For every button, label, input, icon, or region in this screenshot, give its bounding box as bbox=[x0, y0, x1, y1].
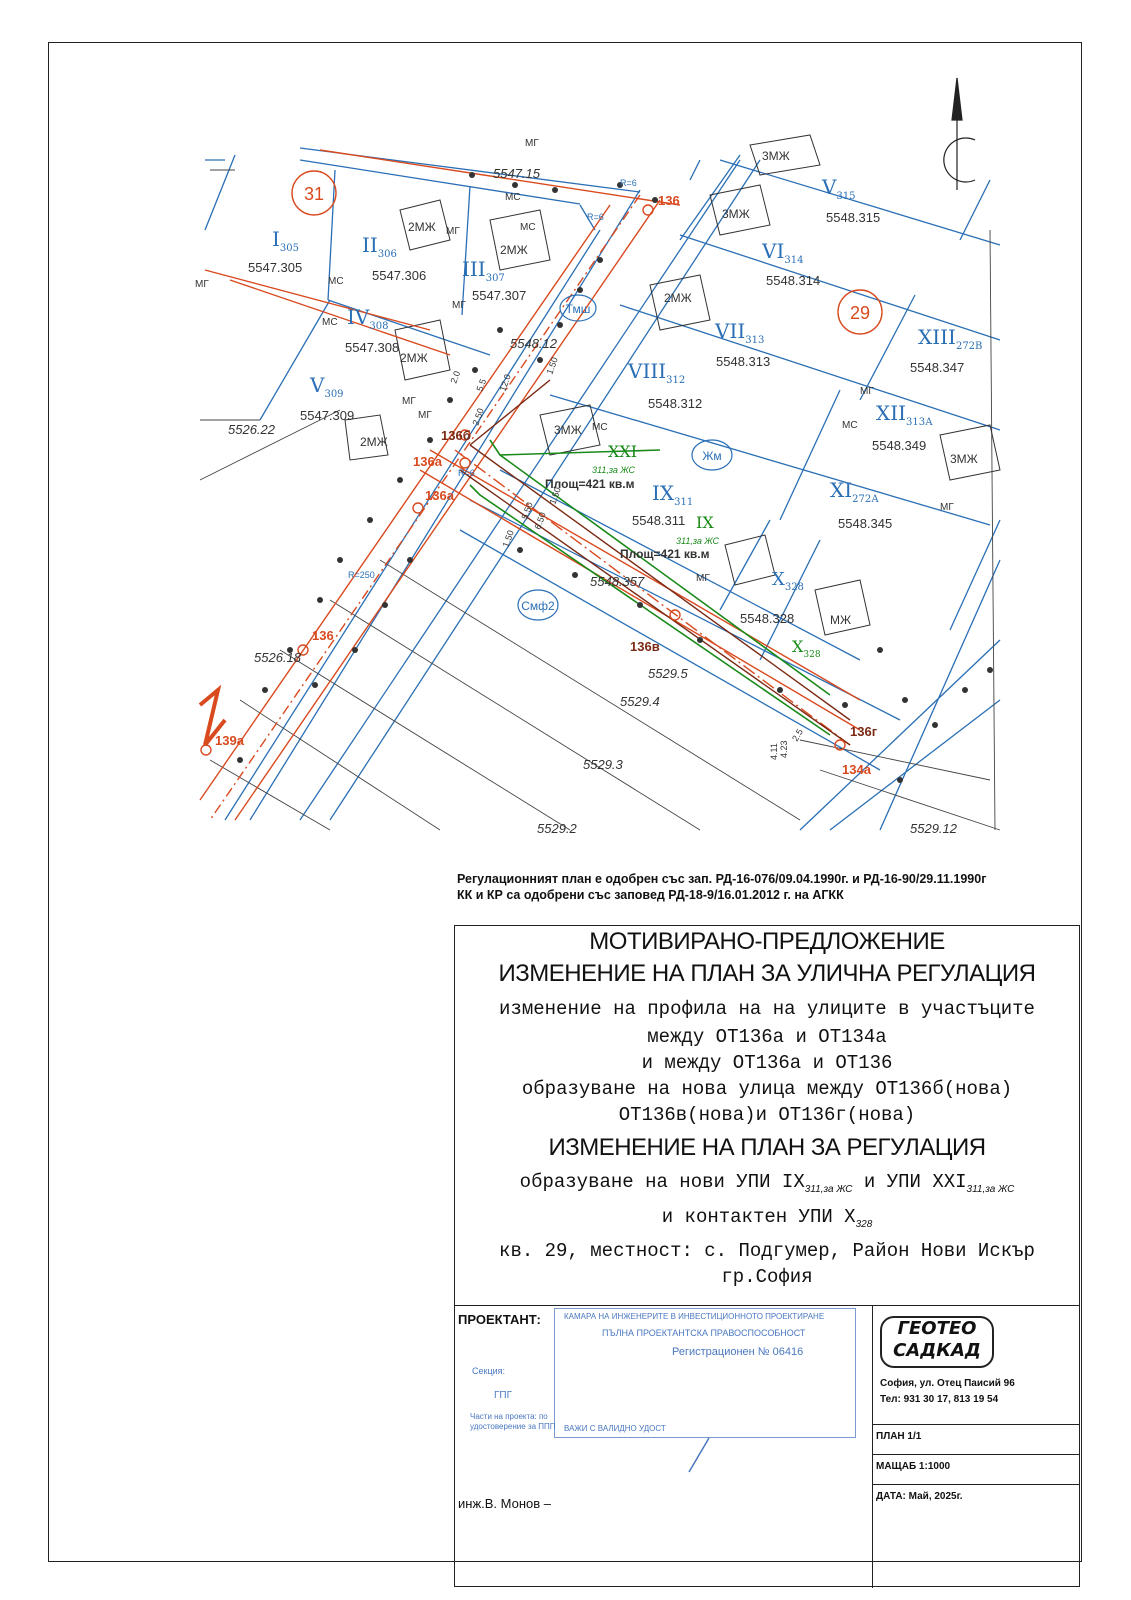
stamp-valid: ВАЖИ С ВАЛИДНО УДОСТ bbox=[564, 1424, 666, 1433]
small-label: МГ bbox=[940, 502, 954, 513]
plot-id: $XI_{272А}$ bbox=[830, 478, 879, 505]
dimension-label: 12.0 bbox=[497, 372, 513, 393]
approval-note: КК и КР са одобрени със заповед РД-18-9/16.01.2012 г. на АГКК bbox=[457, 888, 844, 902]
plot-number: 5547.306 bbox=[372, 268, 427, 283]
zone-label: Жм bbox=[702, 449, 722, 463]
plot-id: $V_{309}$ bbox=[310, 373, 344, 400]
dimension-label: 5.50 bbox=[519, 500, 535, 521]
small-label: МГ bbox=[860, 386, 874, 397]
location-line: кв. 29, местност: с. Подгумер, Район Нови Искър bbox=[499, 1240, 1035, 1262]
company-phone: Тел: 931 30 17, 813 19 54 bbox=[880, 1394, 999, 1405]
small-label: МГ bbox=[446, 226, 460, 237]
dimension-label: 2.50 bbox=[470, 406, 486, 427]
street-code: 5548.12 bbox=[510, 336, 557, 351]
designer-cell bbox=[454, 1306, 873, 1588]
plot-id: $VII_{313}$ bbox=[715, 319, 765, 346]
stamp-section-value: ГПГ bbox=[494, 1390, 513, 1401]
dimension-label: 6.50 bbox=[532, 510, 548, 531]
plot-number: 5548.349 bbox=[872, 438, 927, 453]
dimension-label: 4.23 bbox=[779, 740, 789, 758]
dimension-label: 1.50 bbox=[500, 528, 516, 549]
zone-label: Тмш bbox=[565, 302, 591, 316]
radius-label: R=250 bbox=[348, 570, 375, 580]
description-line: изменение на профила на на улиците в участъците bbox=[499, 998, 1035, 1020]
dimension-label: 2.5 bbox=[790, 727, 805, 743]
heading-motivated-proposal: МОТИВИРАНО-ПРЕДЛОЖЕНИЕ bbox=[589, 928, 945, 955]
description-line: образуване на нови УПИ $IX_{311,за ЖС}$ и УПИ $XXI_{311,за ЖС}$ bbox=[519, 1171, 1015, 1195]
regulation-lines bbox=[200, 150, 860, 820]
small-label: МС bbox=[592, 422, 608, 433]
parcel-number: 5526.22 bbox=[228, 422, 275, 437]
dimension-label: 1.50 bbox=[544, 355, 560, 376]
signature-stroke bbox=[684, 1436, 714, 1476]
quarter-label: 29 bbox=[849, 303, 871, 323]
designer-signature: инж.В. Монов – bbox=[458, 1496, 552, 1511]
plot-number: 5548.314 bbox=[766, 273, 821, 288]
parcel-number: 5526.18 bbox=[254, 650, 301, 665]
plot-id: $VI_{314}$ bbox=[762, 239, 804, 266]
new-plot-sub: 311,за ЖС bbox=[676, 536, 719, 546]
building-label: МЖ bbox=[830, 613, 852, 627]
small-label: МС bbox=[520, 222, 536, 233]
new-plot-sub: 311,за ЖС bbox=[592, 465, 635, 475]
parcel-lines bbox=[200, 170, 1000, 830]
plot-id: $IV_{308}$ bbox=[347, 305, 389, 332]
radius-label: R=6 bbox=[458, 468, 475, 478]
description-line: ОТ136в(нова)и ОТ136г(нова) bbox=[618, 1104, 916, 1126]
parcel-number: 5529.4 bbox=[620, 694, 660, 709]
small-label: МГ bbox=[195, 279, 209, 290]
building-label: 2МЖ bbox=[500, 243, 528, 257]
plot-number: 5548.328 bbox=[740, 611, 795, 626]
plot-id: $I_{305}$ bbox=[272, 227, 299, 254]
small-label: МС bbox=[322, 317, 338, 328]
parcel-number: 5529.12 bbox=[910, 821, 957, 836]
location-line: гр.София bbox=[721, 1266, 813, 1288]
plot-number: 5547.305 bbox=[248, 260, 303, 275]
plot-id: $VIII_{312}$ bbox=[628, 359, 686, 386]
plot-id: $XIII_{272В}$ bbox=[918, 325, 983, 352]
plot-id: $V_{315}$ bbox=[822, 175, 856, 202]
description-line: и контактен УПИ $X_{328}$ bbox=[661, 1206, 873, 1230]
ot-label: 136в bbox=[630, 639, 660, 654]
description-line: между ОТ136а и ОТ134а bbox=[647, 1026, 887, 1048]
ot-label: 134а bbox=[842, 762, 871, 777]
ot-label: 136г bbox=[850, 724, 878, 739]
description-line: образуване на нова улица между ОТ136б(нова) bbox=[521, 1078, 1013, 1100]
plot-number: 5548.345 bbox=[838, 516, 893, 531]
stamp-section-label: Секция: bbox=[472, 1366, 505, 1376]
plan-sheet: ПЛАН 1/1 bbox=[872, 1424, 1080, 1454]
description-line: и между ОТ136а и ОТ136 bbox=[641, 1052, 893, 1074]
stamp-registration: Регистрационен № 06416 bbox=[672, 1346, 804, 1358]
company-cell bbox=[872, 1306, 1080, 1588]
plot-number: 5547.308 bbox=[345, 340, 400, 355]
building-label: 2МЖ bbox=[664, 291, 692, 305]
new-plot-id: XXI bbox=[608, 442, 638, 461]
plot-id: $III_{307}$ bbox=[462, 257, 505, 284]
ot-label: 136а bbox=[425, 488, 454, 503]
signature-block bbox=[454, 1305, 1080, 1588]
building-label: 3МЖ bbox=[722, 207, 750, 221]
ot-label: 136б bbox=[441, 428, 471, 443]
small-label: МГ bbox=[696, 573, 710, 584]
plot-number: 5547.309 bbox=[300, 408, 355, 423]
plot-number: 5548.312 bbox=[648, 396, 703, 411]
plan-scale: МАЩАБ 1:1000 bbox=[872, 1454, 1080, 1484]
small-label: МС bbox=[505, 192, 521, 203]
ot-label: 136 bbox=[658, 193, 680, 208]
area-label: Площ=421 кв.м bbox=[620, 547, 710, 561]
plot-id: $IX_{311}$ bbox=[652, 481, 694, 508]
small-label: МГ bbox=[452, 300, 466, 311]
parcel-number: 5529.2 bbox=[537, 821, 577, 836]
new-plot-id: $X_{328}$ bbox=[792, 637, 821, 660]
building-label: 2МЖ bbox=[360, 435, 388, 449]
small-label: МС bbox=[842, 420, 858, 431]
building-label: 2МЖ bbox=[408, 220, 436, 234]
approval-note: Регулационният план е одобрен със зап. РД-16-076/09.04.1990г. и РД-16-90/29.11.1990г bbox=[457, 872, 987, 886]
stamp-parts: Части на проекта: по удостоверение за ППП bbox=[470, 1412, 556, 1431]
building-label: 3МЖ bbox=[950, 452, 978, 466]
plot-number: 5548.315 bbox=[826, 210, 881, 225]
quarter-label: 31 bbox=[303, 184, 325, 204]
small-label: МГ bbox=[418, 410, 432, 421]
zone-label: Смф2 bbox=[521, 599, 555, 613]
building-label: 3МЖ bbox=[762, 149, 790, 163]
company-logo: ГЕОТЕО САДКАД bbox=[880, 1316, 994, 1368]
plot-number: 5548.311 bbox=[632, 513, 686, 528]
plot-number: 5548.313 bbox=[716, 354, 771, 369]
dimension-label: 4.11 bbox=[769, 743, 779, 760]
plot-number: 5548.347 bbox=[910, 360, 965, 375]
building-label: 2МЖ bbox=[400, 351, 428, 365]
small-label: МС bbox=[328, 276, 344, 287]
street-code: 5548.357 bbox=[590, 574, 645, 589]
new-plot-id: IX bbox=[696, 513, 714, 532]
stamp-chamber: КАМАРА НА ИНЖЕНЕРИТЕ В ИНВЕСТИЦИОННОТО ПРОЕКТИРАНЕ bbox=[564, 1312, 825, 1321]
ot-label: 136 bbox=[312, 628, 334, 643]
dimension-label: 5.5 bbox=[474, 377, 489, 393]
heading-street-regulation: ИЗМЕНЕНИЕ НА ПЛАН ЗА УЛИЧНА РЕГУЛАЦИЯ bbox=[498, 960, 1036, 987]
radius-label: R=6 bbox=[620, 178, 637, 188]
ot-label: 136а bbox=[413, 454, 442, 469]
plot-id: $XII_{313А}$ bbox=[876, 401, 933, 428]
heading-regulation: ИЗМЕНЕНИЕ НА ПЛАН ЗА РЕГУЛАЦИЯ bbox=[548, 1134, 986, 1161]
designer-label: ПРОЕКТАНТ: bbox=[458, 1312, 541, 1327]
radius-label: R=6 bbox=[587, 212, 604, 222]
dimension-label: 2.0 bbox=[448, 369, 463, 385]
area-label: Площ=421 кв.м bbox=[545, 477, 635, 491]
plot-id: $II_{306}$ bbox=[362, 233, 397, 260]
stamp-rights: ПЪЛНА ПРОЕКТАНТСКА ПРАВОСПОСОБНОСТ bbox=[602, 1328, 806, 1338]
dimension-label: 1.50 bbox=[547, 485, 563, 506]
street-code: 5529.5 bbox=[648, 666, 688, 681]
ot-label: 139а bbox=[215, 733, 244, 748]
street-code: 5547.15 bbox=[493, 166, 540, 181]
company-address: София, ул. Отец Паисий 96 bbox=[880, 1378, 1015, 1389]
plot-id: $X_{328}$ bbox=[772, 569, 804, 593]
parcel-number: 5529.3 bbox=[583, 757, 623, 772]
plan-date: ДАТА: Май, 2025г. bbox=[872, 1484, 1080, 1514]
plot-number: 5547.307 bbox=[472, 288, 527, 303]
small-label: МГ bbox=[525, 138, 539, 149]
small-label: МГ bbox=[402, 396, 416, 407]
building-label: 3МЖ bbox=[554, 423, 582, 437]
north-arrow-icon bbox=[944, 78, 975, 190]
